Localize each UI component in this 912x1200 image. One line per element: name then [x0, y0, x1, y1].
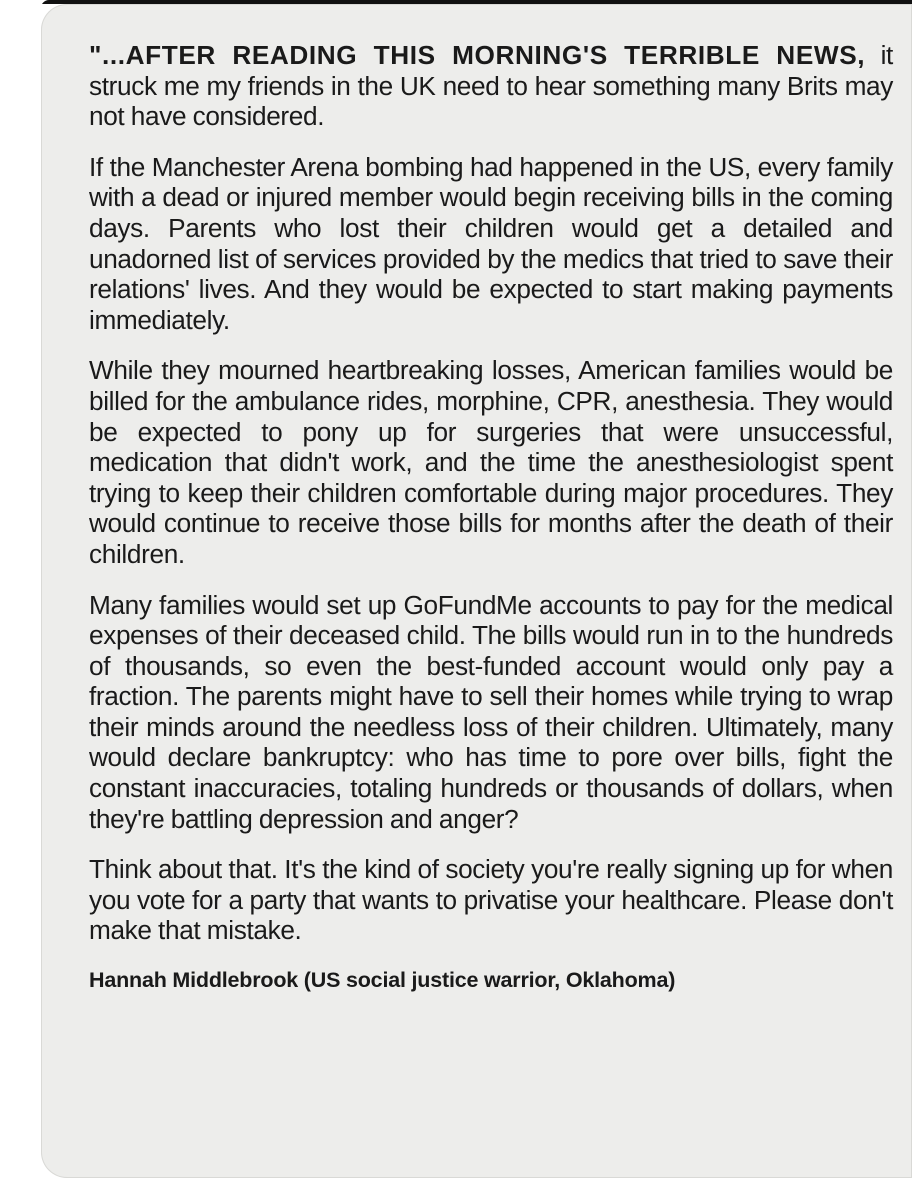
lead-paragraph — [89, 40, 893, 132]
paragraph-conclusion: Think about that. It's the kind of society you're really signing up for when you vote for a party that wants to privatise your healthcare. Please don't make that mistake. — [89, 854, 893, 946]
paragraph-billing: While they mourned heartbreaking losses, American families would be billed for the ambulance rides, morphine, CPR, anesthesia. They would be expected to pony up for surgeries that were unsuccessful, medication that didn't work, and the time the anesthesiologist spent trying to keep their children comfortable during major procedures. They would continue to receive those bills for months after the death of their children. — [89, 355, 893, 569]
lead-text: it struck me my friends in the UK need to hear something many Brits may not have considered. — [89, 40, 893, 132]
paragraph-manchester: If the Manchester Arena bombing had happened in the US, every family with a dead or injured member would begin receiving bills in the coming days. Parents who lost their children would get a detailed and unadorned list of services provided by the medics that tried to save their relations' lives. And they would be expected to start making payments immediately. — [89, 151, 893, 335]
paragraph-gofundme: Many families would set up GoFundMe accounts to pay for the medical expenses of their deceased child. The bills would run in to the hundreds of thousands, so even the best-funded account would only pay a fraction. The parents might have to sell their homes while trying to wrap their minds around the needless loss of their children. Ultimately, many would declare bankruptcy: who has time to pore over bills, fight the constant inaccuracies, totaling hundreds or thousands of dollars, when they're battling depression and anger? — [89, 589, 893, 834]
lead-caps-text: "...AFTER READING THIS MORNING'S TERRIBLE NEWS, — [89, 40, 866, 70]
signature: Hannah Middlebrook (US social justice warrior, Oklahoma) — [89, 968, 676, 993]
article-body — [89, 40, 893, 993]
